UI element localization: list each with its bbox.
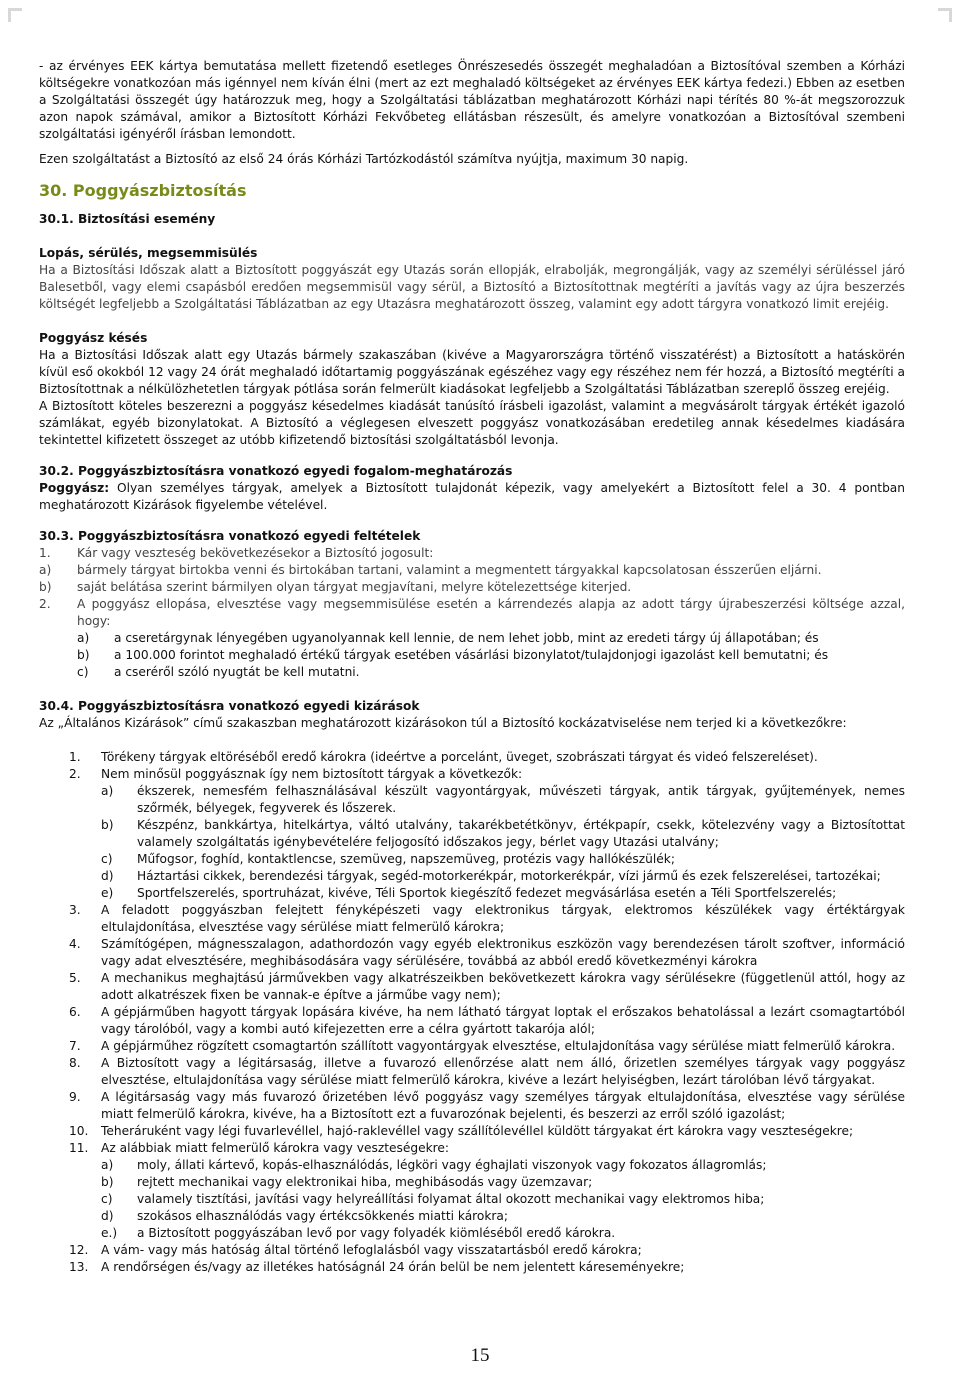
item-number: 12.: [69, 1243, 89, 1257]
item-text: a Biztosított poggyászában levő por vagy folyadék kiömléséből eredő károkra.: [137, 1226, 616, 1240]
exclusion-subitem: [39, 783, 905, 817]
exclusion-item: [39, 1259, 905, 1276]
item-number: 13.: [69, 1260, 89, 1274]
subsection-heading: 30.1. Biztosítási esemény: [39, 212, 216, 226]
paragraph-heading: Lopás, sérülés, megsemmisülés: [39, 246, 258, 260]
exclusion-item: [39, 1004, 905, 1038]
exclusion-subitem: [39, 1174, 905, 1191]
body-paragraph: Az „Általános Kizárások” című szakaszban meghatározott kizárásokon túl a Biztosító kockázatviselése nem terjed ki a következőkre:: [39, 716, 847, 730]
item-text: A gépjárműben hagyott tárgyak lopására kivéve, ha nem látható tárgyat loptak el erőszakos behatolással a lezárt csomagtartóból vagy tárolóból, vagy a kombi autó kifejezetten erre a célra gyártott takarója alól;: [101, 1005, 905, 1036]
item-text: Műfogsor, foghíd, kontaktlencse, szemüveg, napszemüveg, protézis vagy hallókészülék;: [137, 852, 675, 866]
exclusion-item: [39, 970, 905, 1004]
item-text: A vám- vagy más hatóság által történő lefoglalásból vagy visszatartásból eredő károkra;: [101, 1243, 642, 1257]
item-number: 11.: [69, 1141, 89, 1155]
corner-mark: [938, 8, 952, 22]
exclusion-subitem: [39, 868, 905, 885]
item-number: b): [101, 818, 114, 832]
item-number: a): [101, 1158, 114, 1172]
exclusion-item: [39, 1140, 905, 1157]
exclusion-item: [39, 1055, 905, 1089]
exclusion-subitem: [39, 1208, 905, 1225]
list-item: b) a 100.000 forintot meghaladó értékű tárgyak esetében vásárlási bizonylatot/tulajdonjogi igazolást kell bemutatni; és: [77, 648, 829, 662]
exclusion-item: [39, 1123, 905, 1140]
exclusion-subitem: [39, 1191, 905, 1208]
definition-paragraph: [39, 480, 905, 514]
item-text: valamely tisztítási, javítási vagy helyreállítási folyamat által okozott mechanikai vagy elektromos hiba;: [137, 1192, 765, 1206]
item-number: 6.: [69, 1005, 81, 1019]
list-item: 1. Kár vagy veszteség bekövetkezésekor a Biztosító jogosult:: [39, 546, 434, 560]
subsection-heading: 30.2. Poggyászbiztosításra vonatkozó egyedi fogalom-meghatározás: [39, 464, 513, 478]
item-text: A mechanikus meghajtású járművekben vagy alkatrészeikben bekövetkezett károkra vagy sérülésekre (függetlenül attól, hogy az adott alkatrészek fixen be vannak-e építve a járműbe vagy nem);: [101, 971, 905, 1002]
item-text: Számítógépen, mágnesszalagon, adathordozón vagy egyéb elektronikus eszközön vagy berendezésen tárolt szoftver, információ vagy adat elvesztésére, meghibásodására vagy sérülésére, továbbá az abból eredő következményi károkra: [101, 937, 905, 968]
intro-paragraph: - az érvényes EEK kártya bemutatása mellett fizetendő esetleges Önrészesedés összegét meghaladóan a Biztosítóval szemben a Kórházi költségekre vonatkozóan más igénnyel nem kíván élni (mert az ezt meghaladó költségeket az érvényes EEK kártya fedezi.) Ebben az esetben a Szolgáltatási összegét úgy határozzuk meg, hogy a Szolgáltatási táblázatban meghatározott Kórházi napi térítés 80 %-át megszorozzuk azon napok számával, amikor a Biztosított Kórházi Fekvőbeteg ellátásban részesült, és amelyre vonatkozóan a Biztosítóval szembeni szolgáltatási igényéről írásban lemondott.: [39, 59, 905, 141]
item-text: A Biztosított vagy a légitársaság, illetve a fuvarozó ellenőrzése alatt nem álló, őrizetlen személyes tárgyak vagy poggyász elvesztése, eltulajdonítása vagy sérülése miatt felmerülő károkra, kivéve a lezárt helyiségben, lezárt tárolóban lévő tárgyakat.: [101, 1056, 905, 1087]
exclusion-item: [39, 1038, 905, 1055]
item-number: 1.: [69, 750, 81, 764]
definition-text: Olyan személyes tárgyak, amelyek a Biztosított tulajdonát képezik, vagy amelyekért a Biztosított felel a 30. 4 pontban meghatározott Kizárások figyelembe vételével.: [39, 481, 905, 512]
exclusion-item: [39, 902, 905, 936]
body-paragraph: A Biztosított köteles beszerezni a poggyász késedelmes kiadását tanúsító írásbeli igazolást, valamint a megvásárolt tárgyak értékét igazoló számlákat, egyéb bizonylatokat. A Biztosító a véglegesen elveszett poggyász vonatkozásában eredetileg annak késedelmes kiadására tekintettel kifizetett összeget az utóbb kifizetendő biztosítási szolgáltatásból levonja.: [39, 399, 905, 447]
list-item: a) bármely tárgyat birtokba venni és birtokában tartani, valamint a megmentett tárgyakkal kapcsolatosan ésszerűen eljárni.: [39, 563, 822, 577]
item-number: b): [101, 1175, 114, 1189]
item-text: Készpénz, bankkártya, hitelkártya, váltó utalvány, takarékbetétkönyv, értékpapír, csekk, kötelezvény vagy a Biztosítottat valamely szolgáltatás igénybevételére feljogosító időszakos jegy, bérlet vagy Utazási utalvány;: [137, 818, 905, 849]
item-number: 10.: [69, 1124, 89, 1138]
exclusion-item: [39, 1089, 905, 1123]
item-text: ékszerek, nemesfém felhasználásával készült vagyontárgyak, művészeti tárgyak, antik tárgyak, gyűjtemények, nemes szőrmék, bélyegek, fegyverek és lőszerek.: [137, 784, 905, 815]
list-item: b) saját belátása szerint bármilyen olyan tárgyat megjavítani, melyre kötelezettsége kiterjed.: [39, 580, 632, 594]
exclusion-subitem: [39, 885, 905, 902]
exclusion-list: [39, 749, 905, 1276]
exclusion-item: [39, 936, 905, 970]
list-item: c) a cseréről szóló nyugtát be kell mutatni.: [77, 665, 360, 679]
paragraph-heading: Poggyász késés: [39, 331, 148, 345]
definition-term: Poggyász:: [39, 481, 110, 495]
item-text: szokásos elhasználódás vagy értékcsökkenés miatti károkra;: [137, 1209, 509, 1223]
item-text: A gépjárműhez rögzített csomagtartón szállított vagyontárgyak elvesztése, eltulajdonítása vagy sérülése miatt felmerülő károkra.: [101, 1039, 896, 1053]
item-text: Sportfelszerelés, sportruházat, kivéve, Téli Sportok kiegészítő fedezet megvásárlása esetén a Téli Sportfelszerelés;: [137, 886, 837, 900]
exclusion-subitem: [39, 851, 905, 868]
item-number: e): [101, 886, 114, 900]
exclusion-item: [39, 1242, 905, 1259]
corner-mark: [8, 8, 22, 22]
item-text: rejtett mechanikai vagy elektronikai hiba, meghibásodás vagy üzemzavar;: [137, 1175, 593, 1189]
item-number: 5.: [69, 971, 81, 985]
section-heading: 30. Poggyászbiztosítás: [39, 181, 247, 200]
exclusion-subitem: [39, 817, 905, 851]
item-number: 8.: [69, 1056, 81, 1070]
item-number: a): [101, 784, 114, 798]
item-text: Teheráruként vagy légi fuvarlevéllel, hajó-raklevéllel vagy szállítólevéllel küldött tárgyakat ért károkra vagy veszteségekre;: [101, 1124, 854, 1138]
item-number: 2.: [69, 767, 81, 781]
document-page: [39, 58, 905, 1276]
exclusion-item: [39, 749, 905, 766]
exclusion-subitem: [39, 1157, 905, 1174]
item-number: 3.: [69, 903, 81, 917]
item-text: Nem minősül poggyásznak így nem biztosított tárgyak a következők:: [101, 767, 523, 781]
item-text: Háztartási cikkek, berendezési tárgyak, segéd-motorkerékpár, motorkerékpár, vízi jármű és ezek felszerelései, tartozékai;: [137, 869, 881, 883]
item-number: 9.: [69, 1090, 81, 1104]
item-number: e.): [101, 1226, 118, 1240]
list-item: a) a cseretárgynak lényegében ugyanolyannak kell lennie, de nem lehet jobb, mint az eredeti tárgy új állapotában; és: [77, 631, 819, 645]
item-number: c): [101, 1192, 113, 1206]
item-text: A feladott poggyászban felejtett fényképészeti vagy elektronikus tárgyak, elektromos készülékek vagy értéktárgyak eltulajdonítása, elvesztése vagy sérülése miatt felmerülő károkra;: [101, 903, 905, 934]
item-text: Törékeny tárgyak eltöréséből eredő károkra (ideértve a porcelánt, üveget, szobrászati tárgyat és videó felszereléset).: [101, 750, 818, 764]
subsection-heading: 30.4. Poggyászbiztosításra vonatkozó egyedi kizárások: [39, 699, 420, 713]
item-number: c): [101, 852, 113, 866]
item-text: moly, állati kártevő, kopás-elhasználódás, légköri vagy éghajlati viszonyok vagy fokozatos állagromlás;: [137, 1158, 767, 1172]
item-number: 7.: [69, 1039, 81, 1053]
subsection-heading: 30.3. Poggyászbiztosításra vonatkozó egyedi feltételek: [39, 529, 421, 543]
list-item: 2. A poggyász ellopása, elvesztése vagy megsemmisülése esetén a kárrendezés alapja az adott tárgy újrabeszerzési költsége azzal, hogy:: [39, 597, 905, 628]
intro-paragraph: Ezen szolgáltatást a Biztosító az első 24 órás Kórházi Tartózkodástól számítva nyújtja, maximum 30 napig.: [39, 152, 689, 166]
item-number: d): [101, 869, 114, 883]
item-number: d): [101, 1209, 114, 1223]
item-text: Az alábbiak miatt felmerülő károkra vagy veszteségekre:: [101, 1141, 449, 1155]
exclusion-subitem: [39, 1225, 905, 1242]
item-text: A rendőrségen és/vagy az illetékes hatóságnál 24 órán belül be nem jelentett káreseményekre;: [101, 1260, 685, 1274]
exclusion-item: [39, 766, 905, 783]
item-number: 4.: [69, 937, 81, 951]
item-text: A légitársaság vagy más fuvarozó őrizetében lévő poggyász vagy személyes tárgyak eltulajdonítása, elvesztése vagy sérülése miatt felmerülő károkra, kivéve, ha a Biztosított ezt a fuvarozónak bejelenti, és beszerzi az erről szóló igazolást;: [101, 1090, 905, 1121]
body-paragraph: Ha a Biztosítási Időszak alatt egy Utazás bármely szakaszában (kivéve a Magyarországra történő visszatérést) a Biztosított a hatáskörén kívül eső okokból 12 vagy 24 órát meghaladó időtartamig poggyászának egészéhez vagy egy részéhez nem fér hozzá, a Biztosító megtéríti a Biztosítottnak a nélkülözhetetlen tárgyak pótlása során felmerült kiadásokat legfeljebb a Szolgáltatási Táblázatban szereplő összeg erejéig.: [39, 348, 905, 396]
body-paragraph: Ha a Biztosítási Időszak alatt a Biztosított poggyászát egy Utazás során ellopják, elrabolják, megrongálják, vagy az személyi sérüléssel járó Balesetből, vagy elemi csapásból eredően megsemmisül vagy sérül, a Biztosító a Biztosítottnak megtéríti a javítás vagy az újra beszerzés költségét legfeljebb a Szolgáltatási Táblázatban az egy Utazásra meghatározott összeg, valamint egy adott tárgyra vonatkozó limit erejéig.: [39, 263, 905, 311]
page-number: 15: [470, 1345, 490, 1366]
